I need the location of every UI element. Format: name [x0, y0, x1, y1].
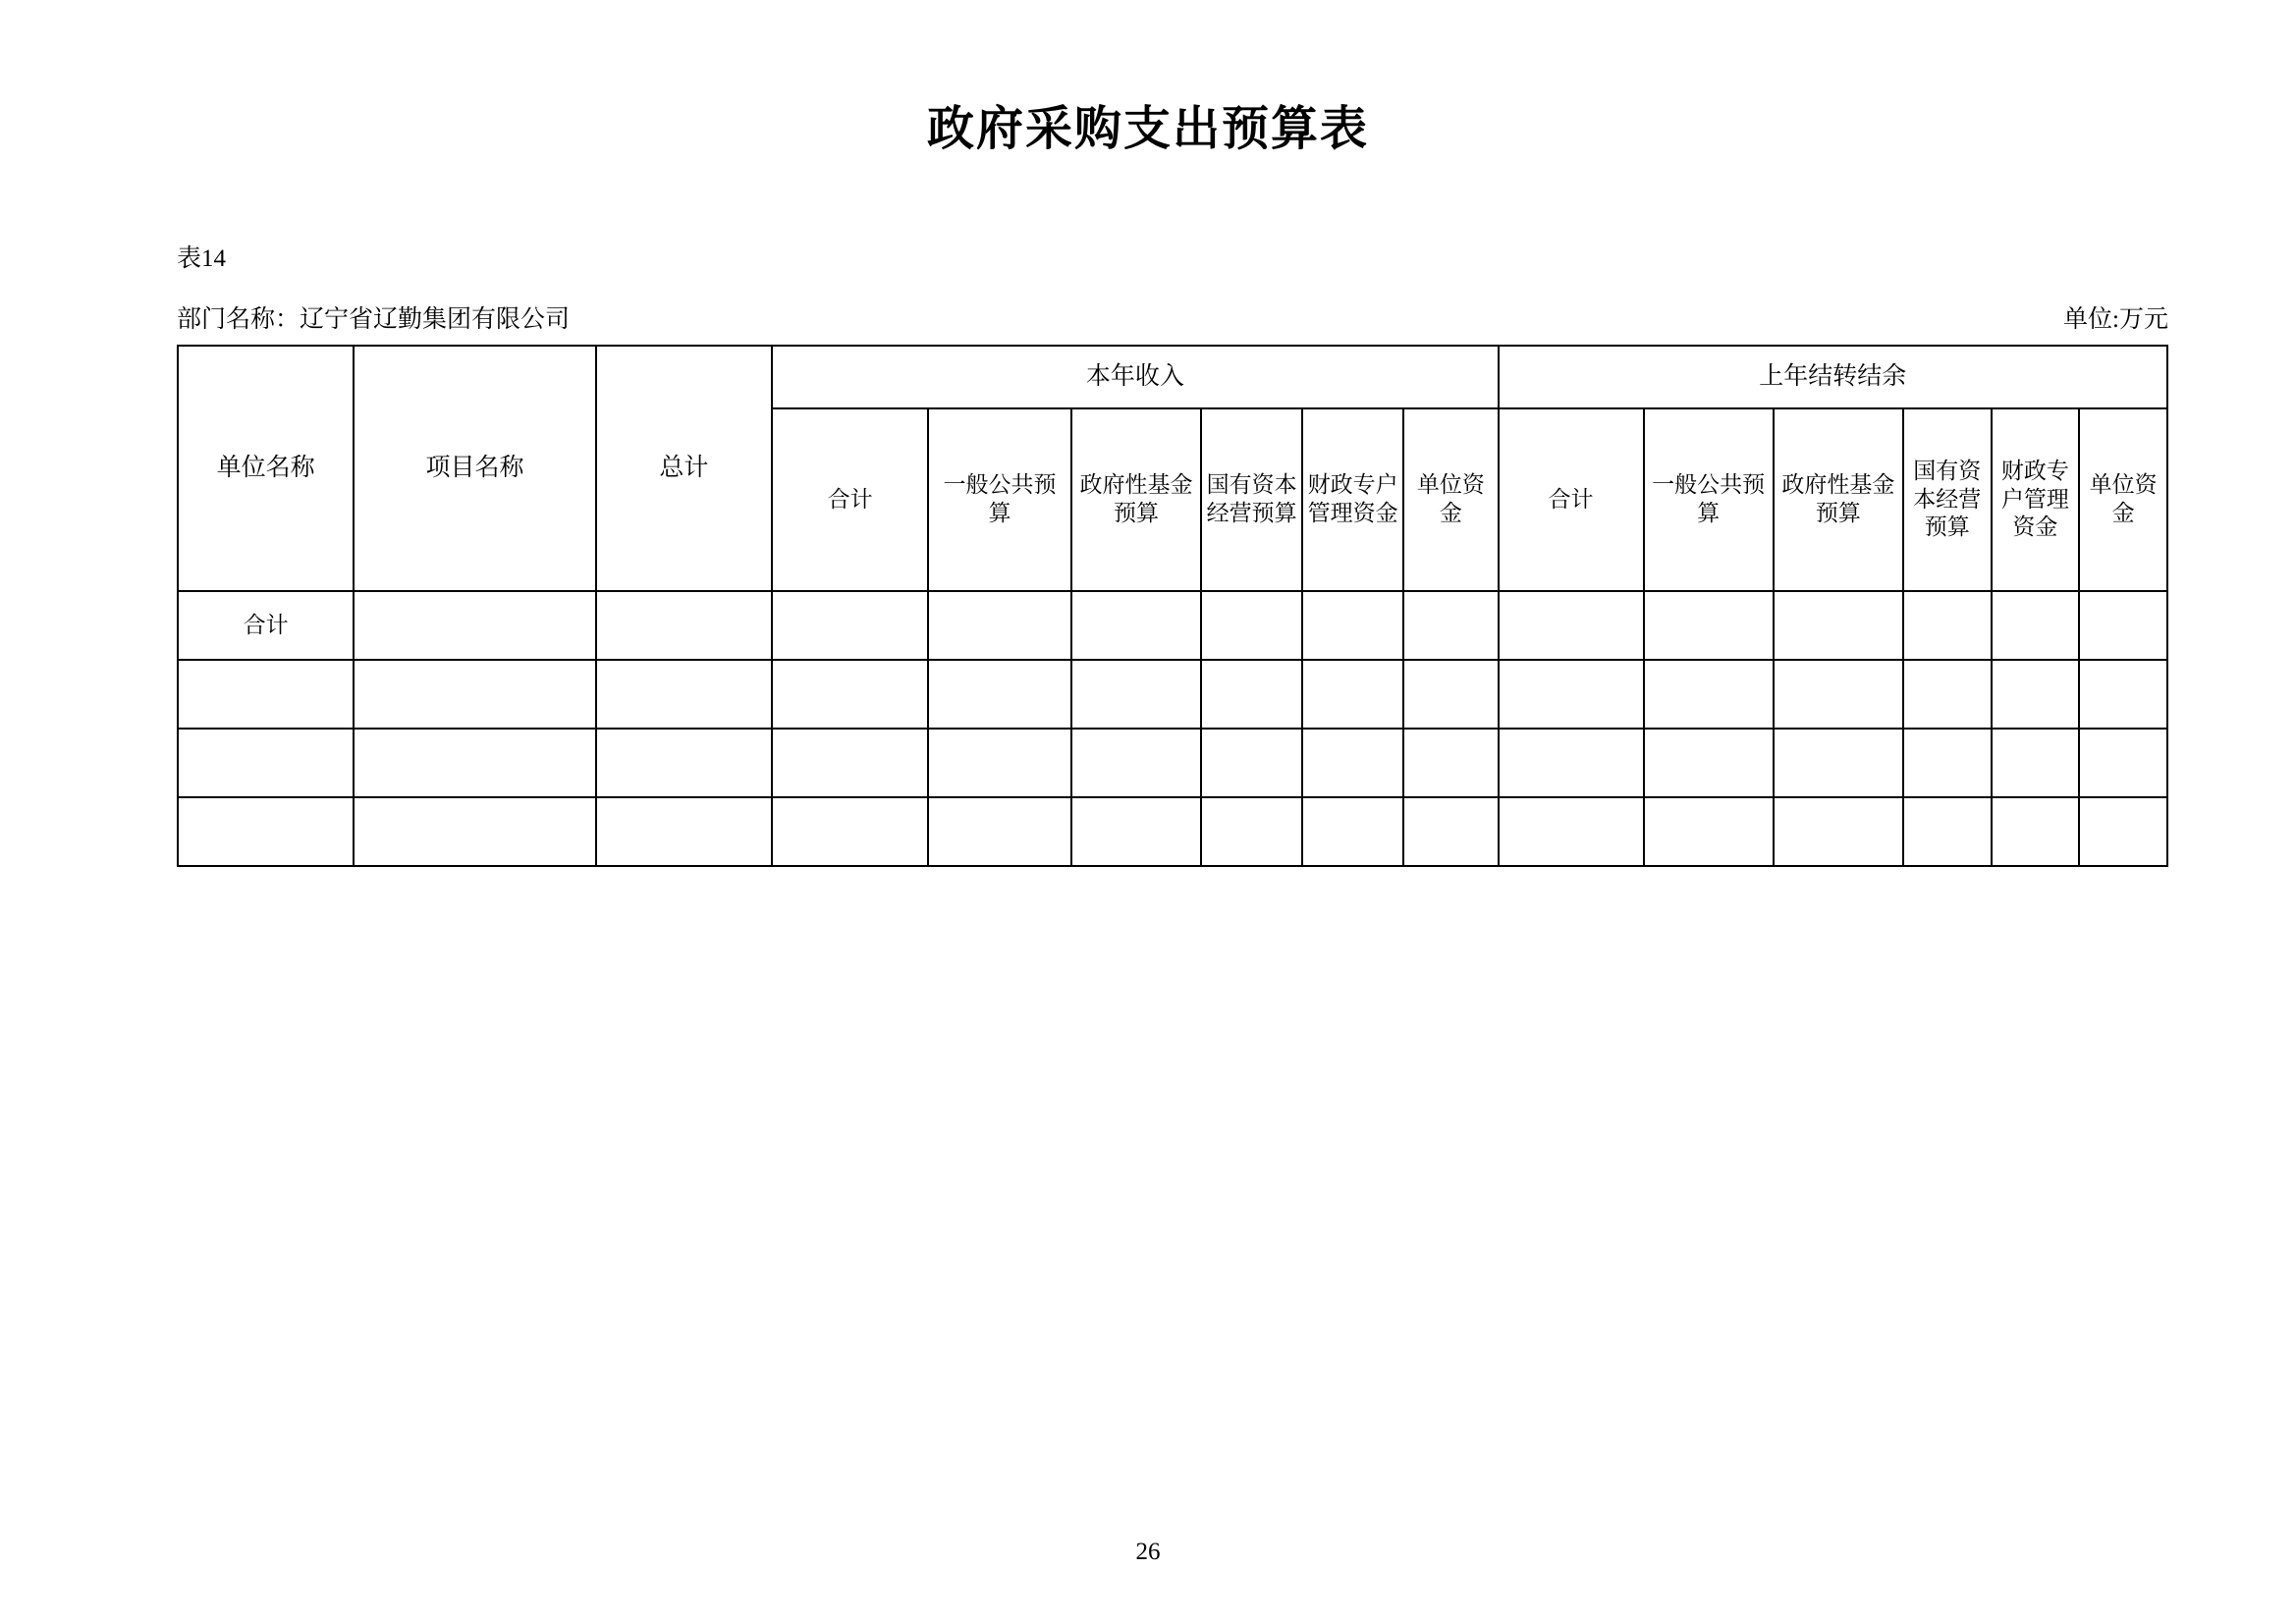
- page-number: 26: [1135, 1539, 1161, 1565]
- header-co-subtotal: 合计: [1499, 408, 1644, 591]
- cell: [1644, 660, 1774, 729]
- cell: [354, 729, 596, 797]
- header-cy-subtotal: 合计: [772, 408, 928, 591]
- cell: [1644, 797, 1774, 866]
- cell: [1644, 591, 1774, 660]
- cell: [1071, 660, 1201, 729]
- cell: [1774, 729, 1903, 797]
- cell: [1992, 591, 2080, 660]
- cell: [1302, 797, 1403, 866]
- form-number: 表14: [177, 245, 227, 272]
- cell: [772, 729, 928, 797]
- currency-unit: 单位:万元: [2063, 306, 2168, 333]
- cell: [2079, 660, 2167, 729]
- table-row: [178, 797, 2167, 866]
- cell: [1774, 797, 1903, 866]
- meta-row: [177, 299, 2168, 335]
- budget-table-wrapper: [177, 345, 2168, 867]
- cell: [1903, 797, 1992, 866]
- cell: [2079, 729, 2167, 797]
- cell: [1499, 797, 1644, 866]
- cell: [928, 591, 1071, 660]
- cell: [1201, 729, 1302, 797]
- cell: [1403, 591, 1498, 660]
- cell: [1992, 797, 2080, 866]
- cell: [1903, 660, 1992, 729]
- table-row: [178, 591, 2167, 660]
- cell: [1499, 729, 1644, 797]
- cell: [1201, 591, 1302, 660]
- header-cy-government-fund-budget: 政府性基金预算: [1071, 408, 1201, 591]
- cell: [1903, 729, 1992, 797]
- cell: [1071, 591, 1201, 660]
- cell: [596, 729, 772, 797]
- cell: [1071, 729, 1201, 797]
- header-cy-state-capital-budget: 国有资本经营预算: [1201, 408, 1302, 591]
- cell: [1903, 591, 1992, 660]
- budget-table: [177, 345, 2168, 867]
- cell: [596, 660, 772, 729]
- header-row-groups: [178, 346, 2167, 408]
- header-group-prior-year-carryover: 上年结转结余: [1499, 346, 2167, 408]
- page-title: 政府采购支出预算表: [926, 103, 1369, 155]
- cell: [1201, 797, 1302, 866]
- table-row: [178, 729, 2167, 797]
- table-row: [178, 660, 2167, 729]
- cell: [1992, 660, 2080, 729]
- cell: [1644, 729, 1774, 797]
- cell: [1403, 729, 1498, 797]
- cell: [1774, 591, 1903, 660]
- cell: [178, 729, 354, 797]
- cell: [772, 660, 928, 729]
- cell: [2079, 591, 2167, 660]
- cell: [1774, 660, 1903, 729]
- department-name: 部门名称：辽宁省辽勤集团有限公司: [177, 306, 571, 333]
- cell: [1302, 660, 1403, 729]
- cell: [178, 660, 354, 729]
- cell: [354, 591, 596, 660]
- header-co-general-public-budget: 一般公共预算: [1644, 408, 1774, 591]
- header-total: 总计: [596, 346, 772, 591]
- header-unit-name: 单位名称: [178, 346, 354, 591]
- cell: [354, 797, 596, 866]
- cell: [928, 729, 1071, 797]
- cell: [1071, 797, 1201, 866]
- cell: [772, 591, 928, 660]
- cell: [2079, 797, 2167, 866]
- cell: [1403, 660, 1498, 729]
- cell: [354, 660, 596, 729]
- cell: [596, 591, 772, 660]
- header-co-unit-fund: 单位资金: [2079, 408, 2167, 591]
- cell: [1403, 797, 1498, 866]
- cell: [596, 797, 772, 866]
- header-co-fiscal-account-fund: 财政专户管理资金: [1992, 408, 2080, 591]
- cell: 合计: [178, 591, 354, 660]
- header-cy-unit-fund: 单位资金: [1403, 408, 1498, 591]
- header-co-government-fund-budget: 政府性基金预算: [1774, 408, 1903, 591]
- cell: [178, 797, 354, 866]
- cell: [1499, 660, 1644, 729]
- cell: [928, 797, 1071, 866]
- cell: [1302, 591, 1403, 660]
- cell: [1992, 729, 2080, 797]
- header-group-current-year-income: 本年收入: [772, 346, 1499, 408]
- header-cy-general-public-budget: 一般公共预算: [928, 408, 1071, 591]
- header-cy-fiscal-account-fund: 财政专户管理资金: [1302, 408, 1403, 591]
- header-project-name: 项目名称: [354, 346, 596, 591]
- cell: [928, 660, 1071, 729]
- header-co-state-capital-budget: 国有资本经营预算: [1903, 408, 1992, 591]
- cell: [1201, 660, 1302, 729]
- cell: [772, 797, 928, 866]
- cell: [1302, 729, 1403, 797]
- cell: [1499, 591, 1644, 660]
